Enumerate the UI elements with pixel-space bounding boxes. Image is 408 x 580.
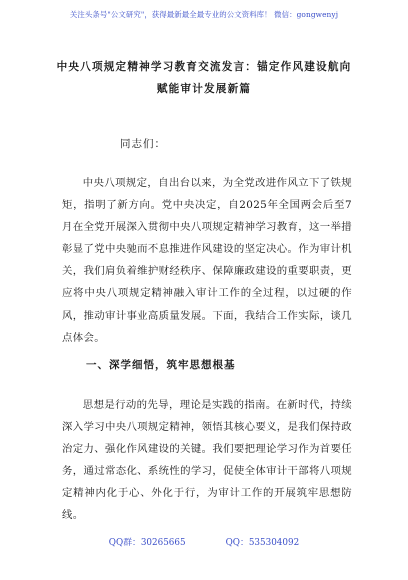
footer-qq-number: QQ：535304092 — [225, 538, 300, 548]
paragraph-section1: 思想是行动的先导，理论是实践的指南。在新时代，持续深入学习中央八项规定精神，领悟其核心要义，是我们保持政治定力、强化作风建设的关键。我们要把理论学习作为首要任务，通过常态化、系统性的学习，促使全体审计干部将八项规定精神内化于心、外化于行，为审计工作的开展筑牢思想防线。 — [62, 399, 352, 522]
greeting: 同志们： — [120, 138, 166, 150]
promo-banner: 关注头条号"公文研究"，获得最新最全最专业的公文资料库！ 微信：gongwenyj — [69, 10, 339, 19]
document-title-line1: 中央八项规定精神学习教育交流发言：锚定作风建设航向 — [56, 61, 352, 73]
document-title-line2: 赋能审计发展新篇 — [156, 83, 252, 95]
footer-qq-group: QQ群：30265665 — [108, 538, 186, 548]
section-heading-1: 一、深学细悟，筑牢思想根基 — [86, 359, 236, 371]
paragraph-intro: 中央八项规定，自出台以来，为全党改进作风立下了铁规矩，指明了新方向。党中央决定，自2025年全国两会后至7月在全党开展深入贯彻中央八项规定精神学习教育，这一举措彰显了党中央驰而不息推进作风建设的坚定决心。作为审计机关，我们肩负着维护财经秩序、保障廉政建设的重要职责，更应将中央八项规定精神融入审计工作的全过程，以过硬的作风，推动审计事业高质量发展。下面，我结合工作实际，谈几点体会。 — [62, 177, 352, 344]
footer-contact — [0, 535, 408, 548]
